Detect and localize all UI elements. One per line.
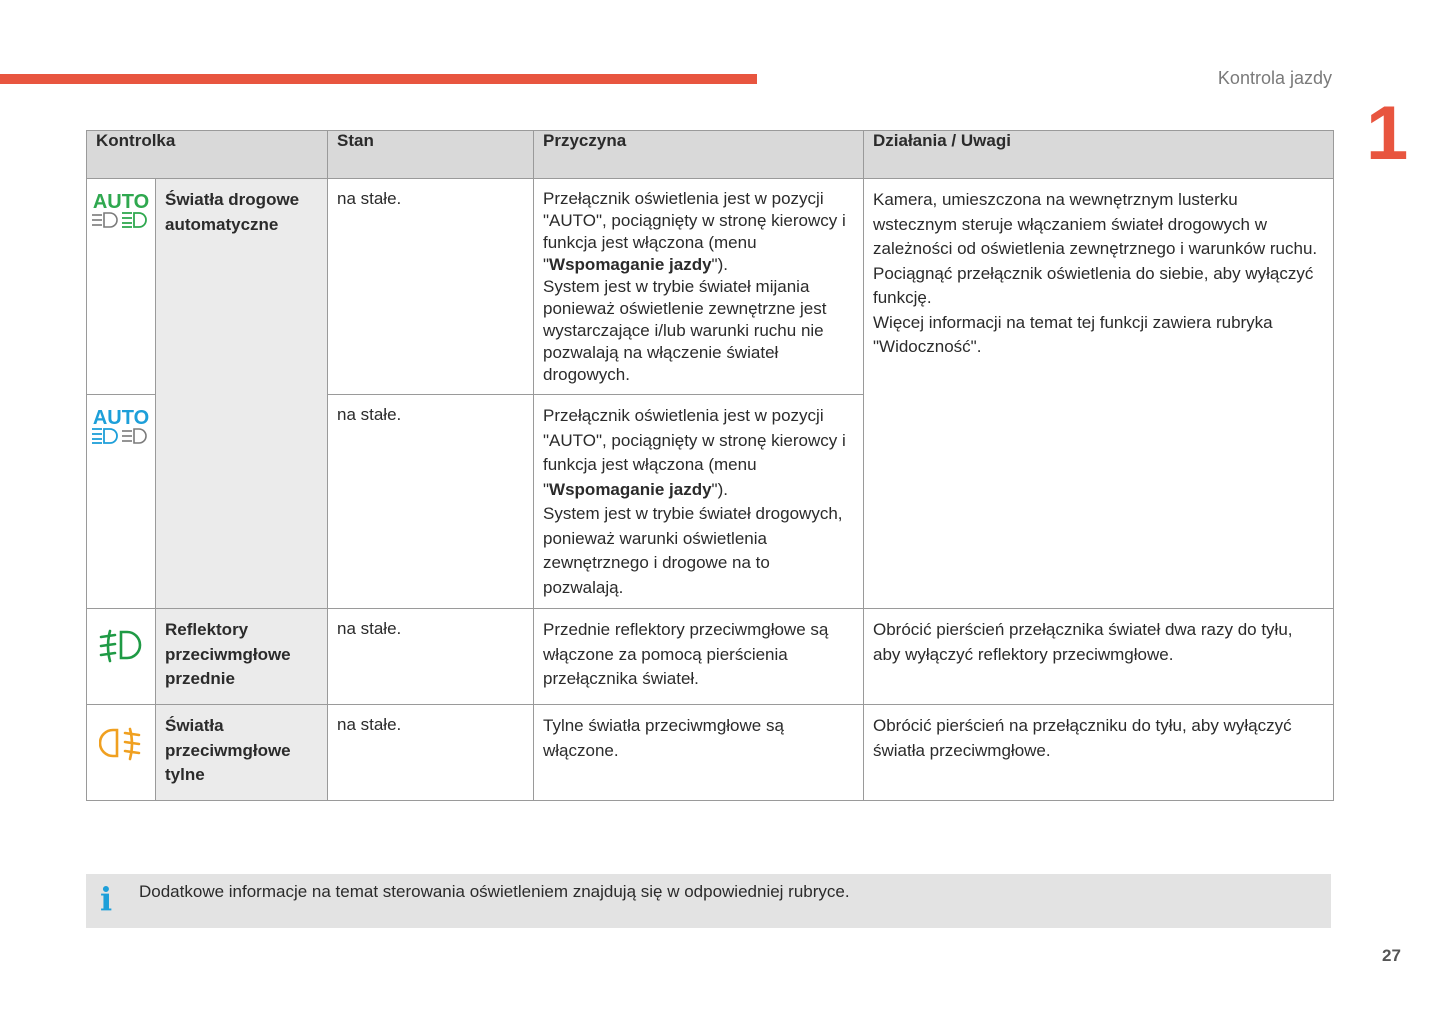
section-title: Kontrola jazdy (1217, 68, 1332, 88)
page-number: 27 (1382, 946, 1401, 965)
cause-cell: Przednie reflektory przeciwmgłowe są włączone za pomocą pierścienia przełącznika świateł. (534, 609, 864, 705)
table-header-row (87, 131, 1334, 179)
actions-cell: Obrócić pierścień na przełączniku do tyłu, aby wyłączyć światła przeciwmgłowe. (864, 705, 1334, 801)
indicator-name: Reflektory przeciwmgłowe przednie (156, 609, 328, 705)
cause-cell: Tylne światła przeciwmgłowe są włączone. (534, 705, 864, 801)
state-cell: na stałe. (328, 395, 534, 609)
cause-text: Przełącznik oświetlenia jest w pozycji "AUTO", pociągnięty w stronę kierowcy i funkcja jest włączona (menu "Wspomaganie jazdy"). (543, 406, 846, 499)
actions-text-1: Kamera, umieszczona na wewnętrznym lusterku wstecznym steruje włączaniem świateł drogowych w zależności od oświetlenia zewnętrznego i warunków ruchu. (873, 190, 1318, 258)
cause-text: Przełącznik oświetlenia jest w pozycji "AUTO", pociągnięty w stronę kierowcy i funkcja jest włączona (menu "Wspomaganie jazdy"). (543, 189, 846, 274)
auto-icon-label: AUTO (92, 407, 150, 429)
auto-high-beam-green-icon (90, 189, 152, 233)
header-cause: Przyczyna (534, 131, 864, 179)
indicator-icon-cell (87, 179, 156, 395)
indicator-name: Światła przeciwmgłowe tylne (156, 705, 328, 801)
actions-text-2: Pociągnąć przełącznik oświetlenia do siebie, aby wyłączyć funkcję. (873, 263, 1314, 307)
cause-cell (534, 179, 864, 395)
auto-high-beam-blue-icon (90, 405, 152, 449)
info-text: Dodatkowe informacje na temat sterowania oświetleniem znajdują się w odpowiedniej rubryce. (139, 882, 850, 901)
header-accent-bar (0, 74, 757, 84)
table-row (87, 179, 1334, 395)
warning-lights-table (86, 130, 1334, 801)
header-indicator: Kontrolka (87, 131, 328, 179)
info-box (86, 874, 1331, 928)
actions-text-3: Więcej informacji na temat tej funkcji zawiera rubryka "Widoczność". (873, 312, 1273, 356)
info-icon: i (100, 880, 113, 918)
indicator-icon-cell (87, 705, 156, 801)
state-cell: na stałe. (328, 179, 534, 395)
cause-cell (534, 395, 864, 609)
indicator-icon-cell (87, 609, 156, 705)
chapter-number: 1 (1366, 91, 1409, 176)
cause-detail: System jest w trybie świateł mijania ponieważ oświetlenie zewnętrzne jest wystarczające i/lub warunki ruchu nie pozwalają na włączenie świateł drogowych. (543, 277, 827, 384)
front-fog-light-icon (99, 627, 143, 665)
state-cell: na stałe. (328, 609, 534, 705)
header-state: Stan (328, 131, 534, 179)
table-row (87, 705, 1334, 801)
header-actions: Działania / Uwagi (864, 131, 1334, 179)
indicator-icon-cell (87, 395, 156, 609)
auto-icon-label: AUTO (92, 191, 150, 213)
state-cell: na stałe. (328, 705, 534, 801)
indicator-name: Światła drogowe automatyczne (156, 179, 328, 609)
cause-detail: System jest w trybie świateł drogowych, ponieważ warunki oświetlenia zewnętrznego i drogowe na to pozwalają. (543, 504, 843, 597)
actions-cell (864, 179, 1334, 609)
table-row (87, 609, 1334, 705)
rear-fog-light-icon (99, 725, 143, 763)
actions-cell: Obrócić pierścień przełącznika świateł dwa razy do tyłu, aby wyłączyć reflektory przeciwmgłowe. (864, 609, 1334, 705)
